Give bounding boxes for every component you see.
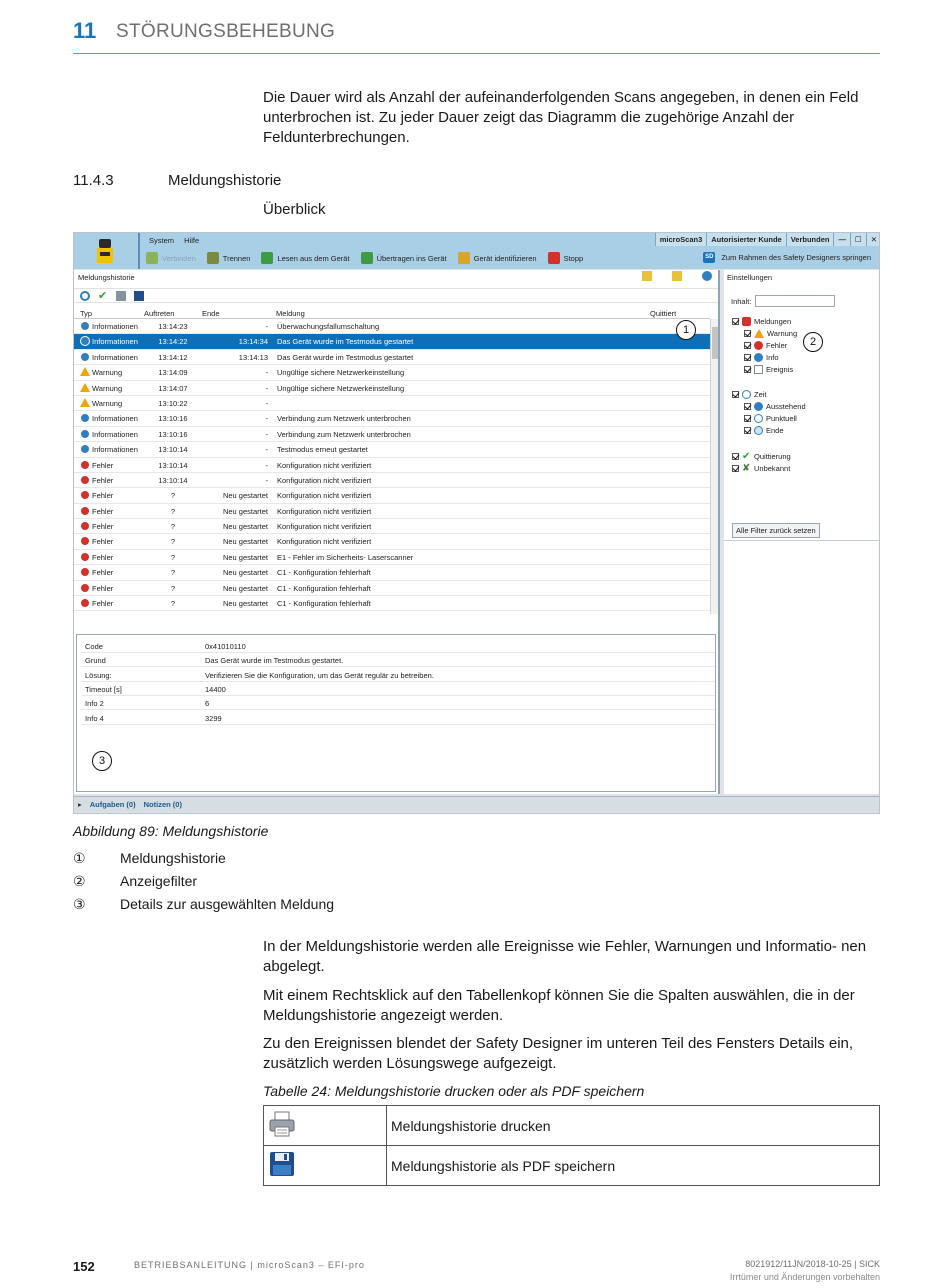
table-row[interactable] — [74, 550, 710, 565]
legend-number: ① — [73, 850, 86, 866]
error-icon — [80, 583, 90, 593]
checkbox[interactable] — [744, 415, 751, 422]
toolbar-button[interactable] — [261, 252, 349, 264]
error-icon — [80, 536, 90, 546]
checkbox[interactable] — [744, 342, 751, 349]
main-toolbar — [146, 250, 594, 266]
table-row — [264, 1146, 880, 1186]
details-value: 14400 — [205, 684, 226, 694]
toolbar-button[interactable] — [146, 252, 196, 264]
table-icon-cell — [264, 1146, 387, 1186]
maximize-button[interactable]: ☐ — [850, 233, 866, 246]
row-type: Fehler — [92, 522, 114, 532]
table-row[interactable] — [74, 442, 710, 457]
row-type: Warnung — [92, 398, 123, 408]
legend-text: Anzeigefilter — [120, 873, 198, 889]
row-type: Fehler — [92, 460, 114, 470]
cb-warnung-label: Warnung — [767, 329, 798, 338]
print-icon[interactable] — [116, 291, 126, 301]
callout-1: 1 — [676, 320, 696, 340]
legend-text: Details zur ausgewählten Meldung — [120, 896, 335, 912]
table-row[interactable] — [74, 334, 710, 349]
table-row[interactable] — [74, 411, 710, 426]
footer-disclaimer: Irrtümer und Änderungen vorbehalten — [729, 1272, 880, 1282]
row-type: Informationen — [92, 322, 138, 331]
row-type: Informationen — [92, 445, 138, 455]
col-meldung[interactable]: Meldung — [276, 309, 305, 318]
details-row — [81, 696, 715, 710]
row-auftreten: ? — [170, 491, 176, 501]
scanner-icon — [96, 239, 114, 263]
save-icon[interactable] — [134, 291, 144, 301]
floppy-disk-icon — [268, 1150, 296, 1178]
print-save-table — [263, 1105, 880, 1186]
cb-zeit-label: Zeit — [754, 390, 767, 399]
cb-warnung[interactable] — [744, 329, 797, 338]
warning-icon — [80, 398, 90, 407]
table-row[interactable] — [74, 350, 710, 365]
details-value: Das Gerät wurde im Testmodus gestartet. — [205, 656, 344, 666]
row-ende: - — [265, 429, 268, 439]
row-meldung: Konfiguration nicht verifiziert — [277, 506, 372, 516]
error-icon — [80, 521, 90, 531]
close-button[interactable]: ✕ — [866, 233, 880, 246]
info-icon — [80, 321, 90, 331]
printer-icon — [268, 1110, 296, 1138]
row-auftreten: 13:14:07 — [158, 383, 188, 393]
filter-pane — [724, 270, 880, 794]
table-row[interactable] — [74, 565, 710, 580]
row-meldung: Konfiguration nicht verifiziert — [277, 460, 372, 470]
details-row — [81, 668, 715, 682]
row-ende: - — [265, 445, 268, 455]
row-type: Informationen — [92, 429, 138, 439]
legend-number: ② — [73, 873, 86, 889]
row-meldung: C1 - Konfiguration fehlerhaft — [277, 599, 371, 609]
row-ende: - — [265, 322, 268, 331]
row-ende: Neu gestartet — [222, 506, 268, 516]
details-key: Grund — [85, 656, 106, 666]
callout-2: 2 — [803, 332, 823, 352]
app-screenshot — [73, 232, 880, 814]
cb-fehler[interactable] — [744, 341, 787, 350]
col-ende[interactable]: Ende — [202, 309, 220, 318]
cb-ende-label: Ende — [766, 426, 784, 435]
row-ende: - — [265, 460, 268, 470]
row-ende: Neu gestartet — [222, 552, 268, 562]
inhalt-input[interactable] — [755, 295, 835, 307]
row-auftreten: 13:14:12 — [158, 352, 188, 362]
error-icon — [80, 598, 90, 608]
cb-quittierung[interactable] — [732, 452, 791, 461]
toolbar-button-label: Übertragen ins Gerät — [376, 253, 447, 263]
chapter-title: STÖRUNGSBEHEBUNG — [116, 21, 336, 42]
footer-docnumber: 8021912/11JN/2018-10-25 | SICK — [745, 1259, 880, 1269]
row-meldung: E1 - Fehler im Sicherheits- Laserscanner — [277, 552, 414, 562]
details-key: Lösung: — [85, 670, 112, 680]
notes-tab[interactable]: Notizen (0) — [143, 800, 182, 809]
details-value: 0x41010110 — [205, 642, 246, 651]
table-icon-cell — [264, 1106, 387, 1146]
filter-divider — [724, 540, 880, 541]
row-auftreten: 13:14:09 — [158, 368, 188, 378]
cb-ausstehend-label: Ausstehend — [766, 402, 806, 411]
legend-text: Meldungshistorie — [120, 850, 226, 866]
table-row[interactable] — [74, 504, 710, 519]
messages-icon — [742, 317, 751, 326]
row-meldung: Konfiguration nicht verifiziert — [277, 475, 372, 485]
col-quittiert[interactable]: Quittiert — [650, 309, 677, 318]
row-ende: - — [265, 398, 268, 408]
row-type: Fehler — [92, 568, 114, 578]
table-row[interactable] — [74, 581, 710, 596]
menu-system[interactable]: System — [149, 236, 175, 245]
checkbox[interactable] — [732, 318, 739, 325]
error-icon — [80, 567, 90, 577]
info-icon — [80, 336, 90, 346]
history-pane — [74, 270, 720, 794]
toolbar-button[interactable] — [548, 252, 584, 264]
error-icon — [754, 341, 763, 350]
row-meldung: Das Gerät wurde im Testmodus gestartet — [277, 337, 414, 347]
details-row — [81, 682, 715, 696]
row-ende: Neu gestartet — [222, 522, 268, 532]
table-scrollbar[interactable] — [710, 319, 718, 614]
menu-hilfe[interactable]: Hilfe — [184, 236, 200, 245]
table-row[interactable] — [74, 488, 710, 503]
device-logo — [74, 233, 140, 269]
row-type: Warnung — [92, 383, 123, 393]
end-time-icon — [754, 426, 763, 435]
table-row[interactable] — [74, 365, 710, 380]
cb-meldungen-label: Meldungen — [754, 317, 792, 326]
row-ende: - — [265, 383, 268, 393]
row-auftreten: ? — [170, 537, 176, 547]
sd-jump-button[interactable] — [703, 252, 871, 263]
row-meldung: Überwachungsfallumschaltung — [277, 322, 380, 331]
row-meldung: Konfiguration nicht verifiziert — [277, 537, 372, 547]
col-auftreten[interactable]: Auftreten — [144, 309, 175, 318]
row-ende: - — [265, 414, 268, 424]
section-subheading: Überblick — [263, 201, 326, 218]
table-row[interactable] — [74, 319, 710, 334]
info-icon — [80, 413, 90, 423]
table-row[interactable] — [74, 427, 710, 442]
row-ende: 13:14:34 — [238, 337, 268, 347]
row-type: Fehler — [92, 583, 114, 593]
sd-icon: SD — [703, 252, 715, 263]
table-row[interactable] — [74, 381, 710, 396]
cb-zeit[interactable] — [732, 390, 767, 399]
row-meldung: Verbindung zum Netzwerk unterbrochen — [277, 429, 411, 439]
acknowledge-icon[interactable]: ✔ — [98, 289, 108, 302]
help-icon[interactable] — [702, 271, 712, 281]
pending-icon — [754, 402, 763, 411]
row-type: Fehler — [92, 491, 114, 501]
cb-fehler-label: Fehler — [766, 341, 788, 350]
status-bar — [74, 796, 880, 812]
table-row[interactable] — [74, 458, 710, 473]
body-paragraph: In der Meldungshistorie werden alle Ereignisse wie Fehler, Warnungen und Informatio- nen abgelegt. — [263, 938, 867, 975]
note-add-icon[interactable] — [672, 271, 682, 281]
clock-icon — [742, 390, 751, 399]
event-icon — [754, 365, 763, 374]
toolbar-button-label: Lesen aus dem Gerät — [277, 253, 350, 263]
toolbar-button-label: Trennen — [222, 253, 251, 263]
cb-punktuell[interactable] — [744, 414, 797, 423]
row-auftreten: 13:10:14 — [158, 445, 188, 455]
cb-punktuell-label: Punktuell — [766, 414, 797, 423]
row-type: Fehler — [92, 552, 114, 562]
row-meldung: Konfiguration nicht verifiziert — [277, 522, 372, 532]
row-meldung: Testmodus erneut gestartet — [277, 445, 368, 455]
row-type: Fehler — [92, 475, 114, 485]
inhalt-label: Inhalt: — [731, 296, 752, 306]
info-icon — [80, 352, 90, 362]
row-meldung: Ungültige sichere Netzwerkeinstellung — [277, 383, 405, 393]
info-icon — [754, 353, 763, 362]
details-key: Timeout [s] — [85, 684, 122, 694]
row-ende: Neu gestartet — [222, 491, 268, 501]
cb-meldungen[interactable] — [732, 317, 791, 326]
checkbox[interactable] — [744, 403, 751, 410]
filter-pane-title: Einstellungen — [727, 273, 773, 282]
toolbar-button[interactable] — [361, 252, 447, 264]
row-meldung: Konfiguration nicht verifiziert — [277, 491, 372, 501]
toolbar-button-label: Gerät identifizieren — [473, 253, 537, 263]
callout-3: 3 — [92, 751, 112, 771]
table-text-cell: Meldungshistorie drucken — [387, 1106, 880, 1146]
checkbox[interactable] — [732, 465, 739, 472]
row-type: Informationen — [92, 414, 138, 424]
checkbox[interactable] — [744, 427, 751, 434]
menu-bar — [74, 233, 880, 269]
cb-unbekannt-label: Unbekannt — [754, 464, 791, 473]
inhalt-filter — [731, 295, 835, 307]
row-auftreten: ? — [170, 599, 176, 609]
table-row[interactable] — [74, 596, 710, 611]
row-auftreten: 13:10:16 — [158, 414, 188, 424]
row-auftreten: ? — [170, 506, 176, 516]
row-meldung: Das Gerät wurde im Testmodus gestartet — [277, 352, 414, 362]
row-auftreten: ? — [170, 583, 176, 593]
scroll-thumb[interactable] — [712, 327, 718, 359]
checkmark-icon: ✔ — [742, 451, 751, 462]
row-type: Informationen — [92, 337, 138, 347]
error-icon — [80, 490, 90, 500]
row-meldung: Verbindung zum Netzwerk unterbrochen — [277, 414, 411, 424]
col-typ[interactable]: Typ — [80, 309, 93, 318]
section-number: 11.4.3 — [73, 172, 114, 189]
cb-unbekannt[interactable] — [732, 464, 790, 473]
history-toolbar — [74, 288, 718, 303]
details-key: Code — [85, 642, 103, 651]
chapter-number: 11 — [73, 18, 97, 43]
connection-status: Verbunden — [786, 233, 834, 246]
details-value: 3299 — [205, 713, 222, 723]
row-auftreten: 13:10:16 — [158, 429, 188, 439]
row-type: Informationen — [92, 352, 138, 362]
title-cells — [655, 233, 880, 246]
checkbox[interactable] — [732, 391, 739, 398]
table-header[interactable] — [74, 308, 710, 319]
row-meldung: Ungültige sichere Netzwerkeinstellung — [277, 368, 405, 378]
cb-ereignis-label: Ereignis — [766, 365, 794, 374]
row-auftreten: ? — [170, 522, 176, 532]
history-pane-title: Meldungshistorie — [78, 273, 135, 282]
row-meldung: C1 - Konfiguration fehlerhaft — [277, 583, 371, 593]
toolbar-icon — [458, 252, 470, 264]
page-header — [73, 14, 880, 54]
toolbar-icon — [261, 252, 273, 264]
info-icon — [80, 429, 90, 439]
toolbar-icon — [146, 252, 158, 264]
figure-caption: Abbildung 89: Meldungshistorie — [73, 823, 269, 839]
checkbox[interactable] — [744, 366, 751, 373]
error-icon — [80, 475, 90, 485]
table-row[interactable] — [74, 396, 710, 411]
table-caption: Tabelle 24: Meldungshistorie drucken oder als PDF speichern — [263, 1083, 645, 1099]
cb-quittierung-label: Quittierung — [754, 452, 791, 461]
checkbox[interactable] — [732, 453, 739, 460]
toolbar-icon — [548, 252, 560, 264]
details-row — [81, 653, 715, 667]
checkbox[interactable] — [744, 330, 751, 337]
toolbar-icon — [361, 252, 373, 264]
row-auftreten: ? — [170, 568, 176, 578]
warning-icon — [80, 383, 90, 392]
toolbar-button-label: Verbinden — [162, 253, 196, 263]
table-row[interactable] — [74, 473, 710, 488]
table-text-cell: Meldungshistorie als PDF speichern — [387, 1146, 880, 1186]
cb-info-label: Info — [766, 353, 779, 362]
row-auftreten: 13:10:22 — [158, 398, 188, 408]
toolbar-button[interactable] — [458, 252, 537, 264]
row-auftreten: 13:10:14 — [158, 460, 188, 470]
row-auftreten: 13:14:22 — [158, 337, 188, 347]
details-value: 6 — [205, 699, 210, 709]
warning-icon — [80, 367, 90, 376]
row-ende: - — [265, 475, 268, 485]
row-ende: - — [265, 368, 268, 378]
point-time-icon — [754, 414, 763, 423]
row-type: Fehler — [92, 537, 114, 547]
details-row — [81, 639, 715, 653]
error-icon — [80, 506, 90, 516]
row-auftreten: 13:10:14 — [158, 475, 188, 485]
toolbar-button[interactable] — [207, 252, 251, 264]
pane-icons — [622, 271, 712, 281]
device-name: microScan3 — [655, 233, 707, 246]
body-paragraph: Zu den Ereignissen blendet der Safety Designer im unteren Teil des Fensters Details ein, zusätzlich werden Lösungswege aufgezeigt. — [263, 1035, 854, 1072]
row-ende: Neu gestartet — [222, 537, 268, 547]
user-level: Autorisierter Kunde — [706, 233, 785, 246]
body-paragraph: Mit einem Rechtsklick auf den Tabellenkopf können Sie die Spalten auswählen, die in der Meldungshistorie angezeigt werden. — [263, 987, 855, 1024]
row-auftreten: ? — [170, 552, 176, 562]
footer-doc: BETRIEBSANLEITUNG | microScan3 – EFI-pro — [134, 1260, 365, 1270]
row-ende: 13:14:13 — [238, 352, 268, 362]
row-ende: Neu gestartet — [222, 583, 268, 593]
row-type: Warnung — [92, 368, 123, 378]
details-key: Info 4 — [85, 713, 104, 723]
info-icon — [80, 444, 90, 454]
error-icon — [80, 552, 90, 562]
details-value: Verifizieren Sie die Konfiguration, um das Gerät regulär zu betreiben. — [205, 670, 434, 680]
error-icon — [80, 460, 90, 470]
note-icon[interactable] — [642, 271, 652, 281]
table-row — [264, 1106, 880, 1146]
menu-row — [149, 236, 207, 245]
refresh-icon[interactable] — [80, 291, 90, 301]
row-auftreten: 13:14:23 — [158, 322, 188, 331]
sd-jump-label: Zum Rahmen des Safety Designers springen — [721, 253, 871, 262]
cb-info[interactable] — [744, 353, 779, 362]
details-key: Info 2 — [85, 699, 104, 709]
tasks-tab[interactable]: Aufgaben (0) — [89, 800, 136, 809]
warning-icon — [754, 329, 764, 338]
row-ende: Neu gestartet — [222, 568, 268, 578]
legend-number: ③ — [73, 896, 86, 912]
table-row[interactable] — [74, 534, 710, 549]
details-panel — [76, 634, 716, 792]
row-ende: Neu gestartet — [222, 599, 268, 609]
cb-ereignis[interactable] — [744, 365, 793, 374]
checkbox[interactable] — [744, 354, 751, 361]
expand-icon[interactable]: ▸ — [78, 800, 82, 809]
toolbar-icon — [207, 252, 219, 264]
table-row[interactable] — [74, 519, 710, 534]
page-number: 152 — [73, 1259, 95, 1274]
cb-ausstehend[interactable] — [744, 402, 806, 411]
cb-ende[interactable] — [744, 426, 784, 435]
details-row — [81, 711, 715, 725]
row-type: Fehler — [92, 506, 114, 516]
toolbar-button-label: Stopp — [563, 253, 584, 263]
intro-paragraph: Die Dauer wird als Anzahl der aufeinanderfolgenden Scans angegeben, in denen ein Feld unterbrochen ist. Zu jeder Dauer zeigt das Diagramm die zugehörige Anzahl der Feldunterbrechungen. — [263, 89, 859, 146]
row-type: Fehler — [92, 599, 114, 609]
unknown-check-icon: ✘ — [742, 463, 751, 474]
minimize-button[interactable]: — — [833, 233, 850, 246]
row-meldung: C1 - Konfiguration fehlerhaft — [277, 568, 371, 578]
reset-filters-button[interactable]: Alle Filter zurück setzen — [732, 523, 820, 538]
history-table — [74, 319, 710, 614]
section-title: Meldungshistorie — [168, 172, 282, 189]
